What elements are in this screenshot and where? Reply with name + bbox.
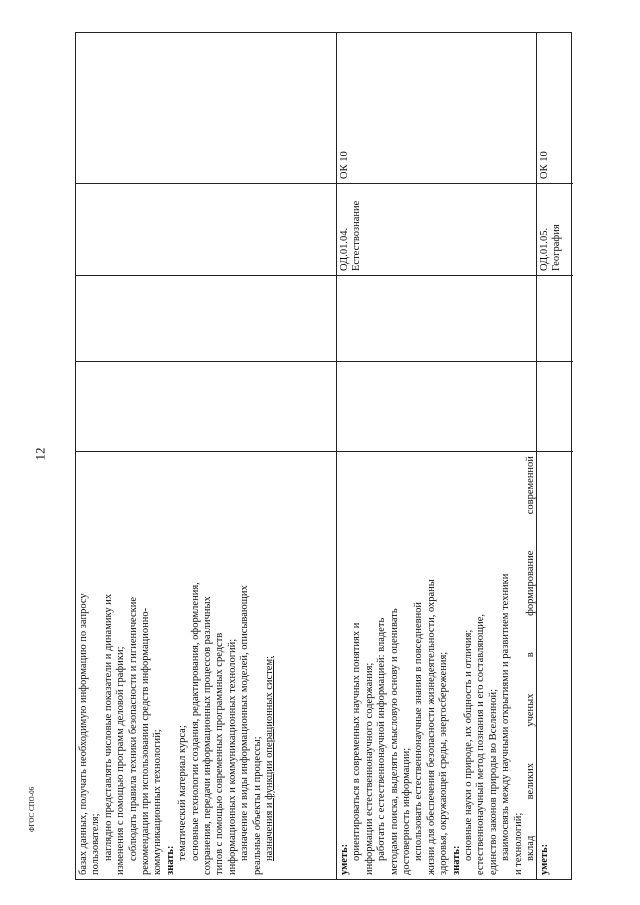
science-skill-line: методами поиска, выделять смысловую основу и оценивать: [388, 608, 400, 875]
science-skill-line: информации естественнонаучного содержания;: [363, 662, 375, 875]
science-skill-line: использовать естественнонаучные знания в повседневной: [413, 601, 425, 861]
science-justified-line: [525, 456, 537, 875]
justified-word: великих: [525, 762, 537, 800]
science-know-line: естественнонаучный метод познания и его составляющие,: [475, 614, 487, 875]
science-know-line: единство законов природы во Вселенной;: [487, 688, 499, 875]
empty-cell: [76, 275, 337, 361]
informatics-know-line: информационных и коммуникационных технологий;: [226, 638, 238, 875]
justified-word: формирование: [525, 550, 537, 616]
science-know-line: основные науки о природе, их общность и отличия;: [463, 629, 475, 861]
science-know-line: и технологий;: [512, 812, 524, 875]
page-number: 12: [32, 447, 48, 461]
informatics-skill-line: соблюдать правила техники безопасности и гигиенические: [127, 597, 139, 861]
science-skill-line: здоровья, окружающей среды, энергосбережения;: [438, 651, 450, 875]
requirements-table-wrapper: [75, 32, 572, 880]
informatics-know-line: назначение и виды информационных моделей, описывающих: [239, 585, 251, 861]
empty-cell: [537, 275, 573, 361]
justified-word: вклад: [525, 835, 537, 861]
informatics-skill-line: пользователя;: [90, 813, 102, 875]
empty-cell: [337, 361, 537, 451]
geography-discipline-cell: [537, 183, 573, 275]
science-skills-label: уметь:: [339, 843, 350, 875]
science-competence-cell: [337, 33, 537, 183]
science-requirements-cell: [337, 451, 537, 879]
science-skill-line: работать с естественнонаучной информацией: владеть: [376, 617, 388, 861]
justified-word: в: [525, 652, 537, 658]
empty-cell: [76, 33, 337, 183]
science-know-line: взаимосвязь между научными открытиями и развитием техники: [500, 573, 512, 861]
requirements-table: [75, 32, 572, 880]
empty-cell: [76, 361, 337, 451]
informatics-know-line: типов с помощью современных программных средств: [214, 632, 226, 875]
science-know-label: знать:: [450, 845, 462, 875]
science-skill-line: жизни для обеспечения безопасности жизнедеятельности, охраны: [425, 579, 437, 875]
science-discipline: ОД.01.04. Естествознание: [339, 200, 363, 271]
science-skill-line: ориентироваться в современных научных понятиях и: [351, 622, 363, 861]
informatics-know-line: реальные объекты и процессы;: [251, 736, 263, 875]
geography-skills-label: уметь:: [539, 843, 550, 875]
informatics-know-label: знать:: [164, 845, 176, 875]
informatics-skill-line: коммуникационных технологий;: [152, 729, 164, 875]
informatics-skill-line: рекомендации при использовании средств информационно-: [140, 607, 152, 875]
geography-discipline: ОД.01.05. География: [539, 224, 563, 271]
empty-cell: [537, 361, 573, 451]
informatics-know-line: основные технологии создания, редактирования, оформления,: [189, 582, 201, 861]
informatics-skill-line: наглядно представлять числовые показатели и динамику их: [102, 593, 114, 861]
informatics-know-line: сохранения, передачи информационных процессов различных: [202, 596, 214, 875]
geography-competence: ОК 10: [539, 151, 550, 179]
science-skill-line: достоверность информации;: [401, 747, 413, 875]
informatics-requirements-cell: [76, 451, 337, 879]
informatics-skill-line: изменения с помощью программ деловой графики;: [115, 646, 127, 875]
justified-word: ученых: [525, 693, 537, 727]
empty-cell: [76, 183, 337, 275]
geography-requirements-cell: [537, 451, 573, 879]
science-competence: ОК 10: [339, 151, 350, 179]
justified-word: современной: [525, 456, 537, 515]
informatics-skill-line: базах данных, получать необходимую информацию по запросу: [78, 593, 89, 875]
informatics-know-line: назначения и функции операционных систем;: [264, 655, 276, 861]
informatics-know-line: тематический материал курса;: [177, 725, 189, 861]
footer-text: ФГОС СПО-06: [28, 786, 36, 832]
geography-competence-cell: [537, 33, 573, 183]
empty-cell: [337, 275, 537, 361]
science-discipline-cell: [337, 183, 537, 275]
